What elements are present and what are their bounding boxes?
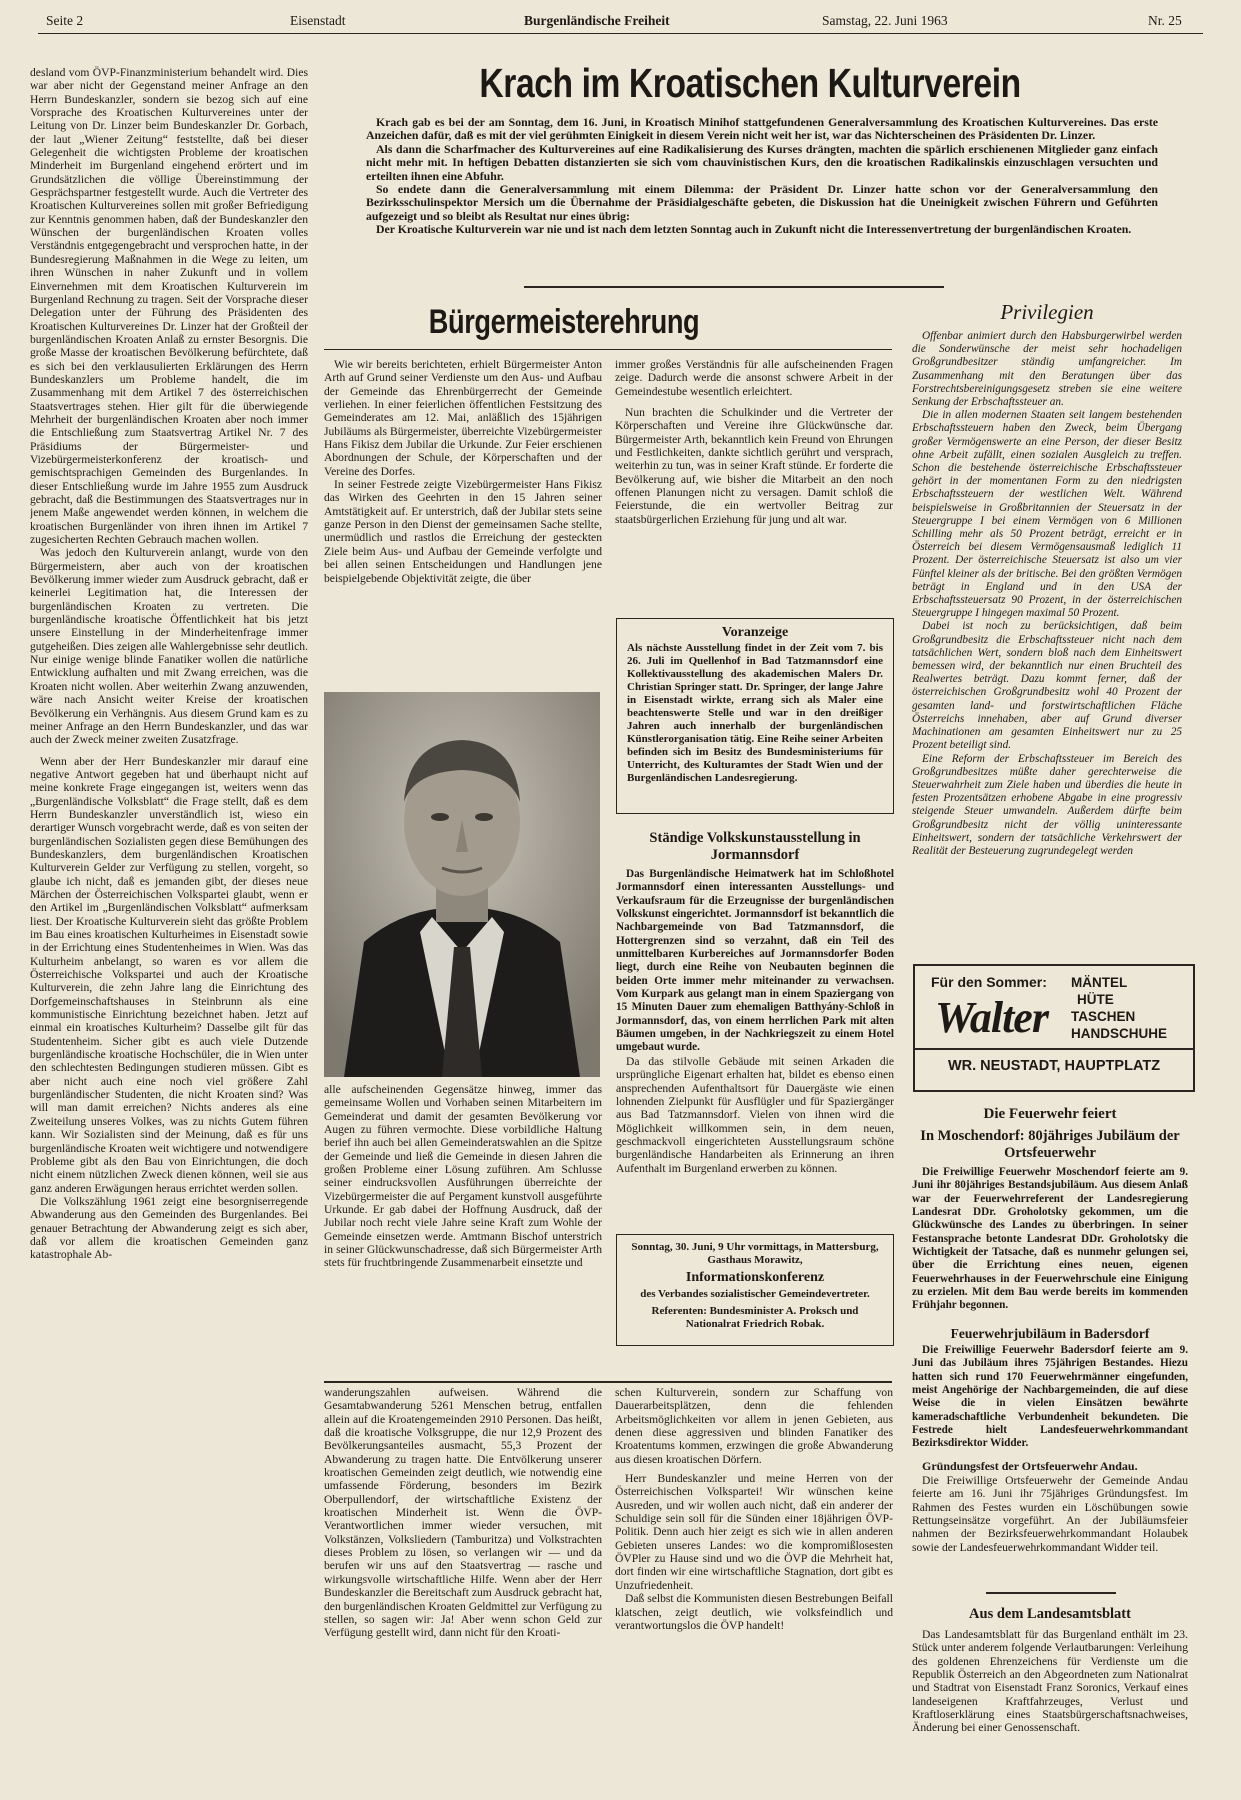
- feuerwehr-sub3: Gründungsfest der Ortsfeuerwehr Andau.: [922, 1459, 1138, 1473]
- krach-paragraph: So endete dann die Generalversammlung mit einem Dilemma: der Präsident Dr. Linzer hatte schon vor der Generalversammlung den Bezirksschulinspektor Mersich um die Übernahme der Präsidialgeschäfte gebeten, die Diskussion hat die Uneinigkeit zwischen Führern und Geführten aufgezeigt und so bleibt als Resultat nur eines übrig:: [366, 182, 1158, 223]
- bottom-paragraph: Herr Bundeskanzler und meine Herren von der Österreichischen Volkspartei! Wir wünschen keine Ausreden, und wir wollen auch nicht, daß ein anderer der Schuldige sein soll für die Sünden einer 18jährigen ÖVP-Politik. Denn auch hier zeigt es sich wie in allen anderen Gebieten unseres Landes: wo die kompromißlosesten ÖVPler zu Hause sind und wo die ÖVP die Mehrheit hat, dort finden wir eine wirtschaftliche Stagnation, dort gibt es Unzufriedenheit.: [615, 1472, 893, 1592]
- divider: [524, 286, 944, 288]
- buerger-column-3: [324, 1083, 602, 1311]
- page-header: [38, 10, 1203, 34]
- buerger-paragraph: Nun brachten die Schulkinder und die Vertreter der Körperschaften und Vereine ihre Glückwünsche dar. Bürgermeister Arth, bekanntlich kein Freund von Ehrungen und Festlichkeiten, dankte sichtlich gerührt und versprach, weiterhin zu tun, was in seiner Kraft stünde. Er forderte die Bevölkerung auf, wie bisher die Mitarbeit an den noch offenen Planungen nicht zu versagen. Damit schloß die Feierstunde, die ein wertvoller Beitrag zur staatsbürgerlichen Erziehung für jung und alt war.: [615, 406, 893, 526]
- feuerwehr-article-1: [912, 1166, 1188, 1322]
- feuerwehr-paragraph: Die Freiwillige Feuerwehr Moschendorf feierte am 9. Juni ihr 80jähriges Bestandsjubiläum. Aus diesem Anlaß war der Feuerwehrreferent der Landesregierung Landesrat DDr. Groholotsky gekommen, um die Glückwünsche des Landes zu überbringen. In seiner Festansprache betonte Landesrat DDr. Groholotsky die Wichtigkeit der Tatsache, daß es nunmehr gelungen sei, über die Errichtung eines neuen, eigenen Feuerwehrhauses in der Feuerwehrschule eine Einigung zu erzielen. Mit dem Bau werde bereits im kommenden Frühjahr begonnen.: [912, 1166, 1188, 1312]
- privilegien-article: [912, 330, 1182, 960]
- privilegien-paragraph: Die in allen modernen Staaten seit langem bestehenden Erbschaftssteuern haben den Zweck, beim Übergang großer Vermögenswerte an eine Person, der dieser Besitz ohne Arbeit zufällt, einen sozialen Ausgleich zu treffen. Schon die bestehende österreichische Erbschaftssteuer gehört in der momentanen Form zu den niedrigsten Erbschaftssteuern der westlichen Welt. Während beispielsweise in Großbritannien der Steuersatz in der Steuergruppe I bei einem Vermögen von 6 Millionen Schilling mehr als 50 Prozent beträgt, erreicht er in Österreich bei diesem Vermögensausmaß lediglich 11 Prozent. Der österreichische Steuersatz ist also um vier Fünftel kleiner als der britische. Bei den größten Vermögen beträgt in England und in den USA der Erbschaftssteuersatz 90 Prozent, in der österreichischen Steuergruppe I hingegen maximal 50 Prozent.: [912, 409, 1182, 620]
- newspaper-name: Burgenländische Freiheit: [524, 13, 670, 28]
- info-title: Informationskonferenz: [685, 1270, 825, 1285]
- left-paragraph: Was jedoch den Kulturverein anlangt, wurde von den Bürgermeistern, aber auch von der kroatischen Bevölkerung immer wieder zum Ausdruck gebracht, daß er keinerlei Legitimation hat, die Interessen der burgenländischen Kroaten zu vertreten. Die burgenländische kroatische Öffentlichkeit hat bis jetzt unsere Einstellung in der Minderheitenfrage immer gutgeheißen. Dies zeigen alle Wahlergebnisse sehr deutlich. Nur einige wenige blinde Fanatiker wollen die natürliche Entwicklung aufhalten und mit Zwang erreichen, was die Kroaten nicht wollen. Aber weiterhin Zwang anzuwenden, wäre nach Ansicht weiter Kreise der kroatischen Bevölkerung ein Verhängnis. Aus diesem Grund kam es zu meiner Anfrage an den Herrn Bundeskanzler, und das war auch der Zweck meiner zweiten Zusatzfrage.: [30, 546, 308, 747]
- portrait-photo: [324, 692, 600, 1077]
- feuerwehr-sub2: Feuerwehrjubiläum in Badersdorf: [950, 1326, 1150, 1341]
- voranzeige-text: Als nächste Ausstellung findet in der Zeit vom 7. bis 26. Juli im Quellenhof in Bad Tatzmannsdorf eine Kollektivausstellung des akademischen Malers Dr. Christian Springer statt. Dr. Springer, der lange Jahre in Eisenstadt wirkte, errang sich als Maler eine beachtenswerte Stelle und war in den dreißiger Jahren auch innerhalb der burgenländischen Künstlerorganisation tätig. Eine Reihe seiner Arbeiten befinden sich im Besitz des Bundesministeriums für Unterricht, des Kulturamtes der Stadt Wien und der Burgenländischen Landesregierung.: [627, 642, 883, 784]
- buerger-column-1: [324, 358, 602, 686]
- krach-paragraph: Als dann die Scharfmacher des Kulturvereines auf eine Radikalisierung des Kurses drängten, machten die spärlich erschienenen Mitglieder ganz einfach nicht mehr mit. In heftigen Debatten distanzierten sie sich vom chauvinistischen Kurs, den die kroatischen Radikalinskis einzuschlagen versuchten und erteilten ihnen eine Abfuhr.: [366, 141, 1158, 183]
- feuerwehr-sub1: In Moschendorf: 80jähriges Jubiläum der Ortsfeuerwehr: [920, 1128, 1180, 1161]
- info-line2: des Verbandes sozialistischer Gemeindevertreter.: [640, 1288, 870, 1300]
- bottom-paragraph: wanderungszahlen aufweisen. Während die Gesamtabwanderung 5261 Menschen betrug, entfallen allein auf die Kroatengemeinden 2910 Personen. Das heißt, daß die kroatische Volksgruppe, die nur 12,9 Prozent des Bevölkerungsanteiles ausmacht, 55,3 Prozent der Abwanderung zu tragen hatte. Die Entvölkerung unserer kroatischen Gemeinden zeigt deutlich, wie notwendig eine umfassende Förderung, besonders im Bezirk Oberpullendorf, der wirtschaftliche Existenz der kroatischen Minderheit ist. Wenn die ÖVP-Verantwortlichen immer wieder versuchen, mit Volkstänzen, Volksliedern (Tamburitza) und Volkstrachten dieses Problem zu lösen, so verlangen wir — und da berufen wir uns auf den Staatsvertrag — rasche und wirkungsvolle wirtschaftliche Hilfe. Wenn aber der Herr Bundeskanzler die Bereitschaft zum Ausdruck gebracht hat, den burgenländischen Kroaten Geldmittel zur Verfügung zu stellen, so sagen wir: Ja! Aber wenn schon Geld zur Verfügung gestellt wird, dann nicht für den Kroati-: [324, 1386, 602, 1640]
- divider: [986, 1592, 1116, 1594]
- landesamt-article: [912, 1628, 1188, 1796]
- buerger-paragraph: immer großes Verständnis für alle aufscheinenden Fragen zeige. Dadurch werde die ansonst schwere Arbeit in der Gemeindestube wesentlich erleichtert.: [615, 358, 893, 398]
- issue-number: Nr. 25: [1148, 13, 1182, 28]
- privilegien-paragraph: Dabei ist noch zu berücksichtigen, daß beim Großgrundbesitz die Erbschaftssteuer nicht nach dem tatsächlichen Wert, sondern bloß nach dem Einheitswert bemessen wird, der bekanntlich nur einen Bruchteil des Realwertes beträgt. Dazu kommt ferner, daß der österreichischen Großgrundbesitz wohl 40 Prozent der gesamten land- und forstwirtschaftlichen Fläche Österreichs innehaben, aber auf Grund diverser Machinationen am gesamten Einheitswert nur zu 25 Prozent beteiligt sind.: [912, 620, 1182, 752]
- ad-address: WR. NEUSTADT, HAUPTPLATZ: [947, 1058, 1161, 1074]
- privilegien-paragraph: Offenbar animiert durch den Habsburgerwirbel werden die Sonderwünsche der meist sehr hochadeligen Großgrundbesitzer ständig umfangreicher. Im Zusammenhang mit den Beratungen über das Forstrechtsbereinigungsgesetz streben sie eine weitere Senkung der Erbschaftssteuer an.: [912, 330, 1182, 409]
- info-line3: Referenten: Bundesminister A. Proksch und Nationalrat Friedrich Robak.: [651, 1305, 859, 1330]
- headline-buergermeisterehrung: Bürgermeisterehrung: [428, 303, 700, 341]
- page-number: Seite 2: [46, 13, 84, 28]
- buerger-paragraph: alle aufscheinenden Gegensätze hinweg, immer das gemeinsame Wollen und Vorhaben seinen Mitarbeitern im Gemeinderat und damit der gesamten Bevölkerung vor Augen zu führen vermochte. Diese vorbildliche Haltung berief ihn auch bei allen Gemeinderatswahlen an die Spitze der Gemeinde und ließ die Gemeinde in diesen Jahren die großen Probleme einer Lösung zuführen. Am Schlusse seiner eindrucksvollen Ausführungen überreichte der Vizebürgermeister die auf Pergament kunstvoll ausgeführte Urkunde. Er gab dabei der Hoffnung Ausdruck, daß der Jubilar noch recht viele Jahre seine Kraft zum Wohle der Gemeinde einsetzen werde. Amtmann Bischof unterstrich in seiner Glückwunschadresse, daß sich Bürgermeister Arth stets für fruchtbringende Zusammenarbeit einsetzte und: [324, 1083, 602, 1270]
- issue-date: Samstag, 22. Juni 1963: [822, 13, 948, 28]
- info-box: [616, 1234, 894, 1346]
- feuerwehr-paragraph: Die Freiwillige Feuerwehr Badersdorf feierte am 9. Juni das Jubiläum ihres 75jährigen Bestandes. Hiezu hatten sich rund 170 Feuerwehrmänner eingefunden, meist Angehörige der Nachbargemeinden, die auf diese Weise die in vielen Einsätzen bewährte kameradschaftliche Verbundenheit bekundeten. Die Festrede hielt Landesfeuerwehrkommandant Bezirksdirektor Widder.: [912, 1344, 1188, 1450]
- krach-paragraph: Der Kroatische Kulturverein war nie und ist nach dem letzten Sonntag auch in Zukunft nicht die Interessenvertretung der burgenländischen Kroaten.: [376, 222, 1132, 237]
- divider: [324, 1381, 892, 1383]
- bottom-column-1: [324, 1386, 602, 1800]
- landesamt-title: Aus dem Landesamtsblatt: [969, 1606, 1131, 1622]
- left-paragraph: Wenn aber der Herr Bundeskanzler mir darauf eine negative Antwort gegeben hat und überhaupt nicht auf meine konkrete Frage eingegangen ist, weiters wenn das „Burgenländische Volksblatt“ die Frage stellt, daß es dem Herrn Bundeskanzler unverständlich ist, wieso ein derartiger Wunsch vorgebracht werde, daß es von seiten der burgenländischen Sozialisten gegen diese Bemühungen des Bundeskanzlers, dem burgenländischen Kroatischen Kulturverein Gelder zur Verfügung zu stellen, vorgeht, so glaube ich nicht, daß es jemanden gibt, der dieses neue Märchen der Österreichischen Volkspartei glaubt, wenn er den Artikel im „Burgenländischen Volksblatt“ aufmerksam liest. Der Kroatische Kulturverein sieht das größte Problem im Bau eines kroatischen Kulturheimes in Eisenstadt sowie in der Errichtung eines Studentenheimes in Wien. Was das Kulturheim anbelangt, so waren es vor allem die Österreichische Volkspartei und auch der Kroatische Kulturverein, die zehn Jahre lang die Einrichtung des Dorfgemeinschaftshauses in Steinbrunn als eine kommunistische Einrichtung bezeichnet haben. Jetzt auf einmal ein kroatisches Kulturheim? Dasselbe gilt für das Studentenheim. Sicher gibt es auch viele Dutzende burgenländische kroatische Hochschüler, die in Wien unter den schlechtesten Bedingungen studieren müssen. Gibt es aber nicht auch eine noch viel größere Zahl burgenländischer Studenten, die nicht Kroaten sind? Was will man damit erreichen? Nichts anderes als eine Zweiteilung unseres Volkes, was zu nichts Gutem führen kann. Wir Sozialisten sind der Meinung, daß es für uns burgenländische Kroaten weit wichtigere und notwendigere Probleme gibt als den Bau von Einrichtungen, die doch nicht einem nützlichen Zweck dienen können, weil sie aus ganz anderen Erwägungen heraus errichtet werden sollen.: [30, 754, 308, 1195]
- buerger-column-2: [615, 358, 893, 612]
- feuerwehr-paragraph: Die Freiwillige Ortsfeuerwehr der Gemeinde Andau feierte am 16. Juni ihr 75jähriges Gründungsfest. Im Rahmen des Festes wurden ein Löschübungen sowie Rettungseinsätze vorgeführt. An der Jubiläumsfeier nahmen der Bezirksfeuerwehrkommandant Holaubek sowie der Landesfeuerwehrkommandant Widder teil.: [912, 1474, 1188, 1554]
- privilegien-title: Privilegien: [1000, 300, 1094, 324]
- walter-advertisement: [913, 964, 1195, 1092]
- place-name: Eisenstadt: [290, 13, 346, 28]
- ad-lead: Für den Sommer:: [931, 974, 1047, 990]
- divider: [324, 349, 892, 350]
- headline-krach: Krach im Kroatischen Kulturverein: [479, 60, 1021, 106]
- feuerwehr-title: Die Feuerwehr feiert: [983, 1106, 1117, 1122]
- buerger-paragraph: Wie wir bereits berichteten, erhielt Bürgermeister Anton Arth auf Grund seiner Verdienste um den Aus- und Aufbau der Gemeinde das Ehrenbürgerrecht der Gemeinde verliehen. In einer feierlichen öffentlichen Festsitzung des Gemeinderates am 12. Mai, anläßlich des 15jährigen Jubiläums als Bürgermeister, überreichte Vizebürgermeister Hans Fikisz dem Jubilar die Urkunde. Zur Feier erschienen Abordnungen der Schule, der Körperschaften und der Vereine des Dorfes.: [324, 358, 602, 478]
- voranzeige-title: Voranzeige: [721, 625, 789, 640]
- left-paragraph: desland vom ÖVP-Finanzministerium behandelt wird. Dies war aber nicht der Gegenstand meiner Anfrage an den Herrn Bundeskanzler, sondern sie bezog sich auf eine Vorsprache des Kroatischen Kulturvereines unter der Leitung von Dr. Linzer beim Bundeskanzler Dr. Gorbach, der laut „Wiener Zeitung“ feststellte, daß bei dieser Gelegenheit die wichtigsten Probleme der kroatischen Minderheit im Burgenland eingehend erörtert und im Grundsätzlichen die völlige Übereinstimmung der Gesprächspartner festgestellt wurde. Auch die Vertreter des Kroatischen Kulturvereines sollen mit großer Befriedigung zur Kenntnis genommen haben, daß der Bundeskanzler den Wünschen der burgenländischen Kroaten volles Verständnis entgegengebracht und versprochen hatte, in der Bundesregierung Maßnahmen in die Wege zu leiten, um ihren Wünschen in naher Zukunft und in vollem Einvernehmen mit dem Kroatischen Kulturverein im Burgenland Rechnung zu tragen. Seit der Vorsprache dieser Delegation unter der Führung des Präsidenten des Kroatischen Kulturvereines Dr. Linzer hat der Großteil der burgenländischen Kroaten Anlaß zu ernster Besorgnis. Die große Masse der kroatischen Bevölkerung befürchtete, daß es sich bei den verklausulierten Erklärungen des Herrn Bundeskanzlers um Probleme handelt, die im Zusammenhang mit dem Artikel 7 des österreichischen Staatsvertrages stehen. Hier gilt für die überwiegende Mehrheit der burgenländischen Kroaten aber noch immer die Entschließung zum Staatsvertrag Artikel Nr. 7 des Präsidiums der Bürgermeister- und Vizebürgermeisterkonferenz der kroatisch- und gemischtsprachigen Gemeinden des Burgenlandes. In dieser Entschließung wurde im Jahre 1955 zum Ausdruck gebracht, daß die Bestimmungen des Staatsvertrages nur in jenem Maße angewendet werden können, in welchem die kroatischen Burgenländer von ihren ihnen im Artikel 7 zugesicherten Rechten Gebrauch machen wollen.: [30, 66, 308, 547]
- volkskunst-paragraph: Da das stilvolle Gebäude mit seinen Arkaden die ursprüngliche Eigenart erhalten hat, bildet es ebenso einen ansprechenden Aufenthaltsort für Dauergäste wie einen lohnenden Zielpunkt für Ausflügler und für Spaziergänger aus Bad Tatzmannsdorf. Vielen von ihnen wird die Möglichkeit willkommen sein, in dem neuen, geschmackvoll eingerichteten Ausstellungsraum schöne burgenländische Handarbeiten als Erinnerung an ihren Aufenthalt im Burgenland erwerben zu können.: [616, 1054, 894, 1175]
- voranzeige-box: [616, 618, 894, 814]
- bottom-paragraph: Daß selbst die Kommunisten diesen Bestrebungen Beifall klatschen, zeigt deutlich, wie volksfeindlich und verantwortungslos die ÖVP handelt!: [615, 1592, 893, 1632]
- buerger-paragraph: In seiner Festrede zeigte Vizebürgermeister Hans Fikisz das Wirken des Geehrten in den 15 Jahren seiner Amtstätigkeit auf. Er unterstrich, daß der Jubilar stets seine ganze Person in den Dienst der gemeinsamen Sache stellte, unermüdlich und rastlos die Erreichung der gesteckten Ziele beim Aus- und Aufbau der Gemeinde verfolgte und bei allen seinen Entscheidungen und Handlungen jene beispielgebende Objektivität zeigte, die über: [324, 478, 602, 585]
- krach-article: [366, 116, 1158, 280]
- feuerwehr-article-3: [912, 1474, 1188, 1588]
- left-column-article: [30, 66, 308, 1800]
- privilegien-paragraph: Eine Reform der Erbschaftssteuer im Bereich des Großgrundbesitzes müßte daher gerechterweise die Steuerwahrheit zum Ziele haben und überdies die heute in festen Prozentsätzen erhobene Abgabe in eine progressiv steigende Steuer umwandeln. Außerdem dürfte beim Großgrundbesitz nicht der völlig uninteressante Einheitswert, sondern der tatsächliche Verkehrswert der Realität der Besteuerung zugrundegelegt werden: [912, 752, 1182, 857]
- volkskunst-title: Ständige Volkskunstausstellung in Jormannsdorf: [649, 830, 861, 863]
- bottom-paragraph: schen Kulturverein, sondern zur Schaffung von Dauerarbeitsplätzen, denn die fehlenden Arbeitsmöglichkeiten vor allem in jenen Gebieten, aus denen diese aggressiven und blinden Fanatiker des Kroatentums kommen, erzwingen die große Abwanderung aus diesen kroatischen Dörfern.: [615, 1386, 893, 1466]
- ad-item: HÜTE: [1077, 992, 1114, 1007]
- left-paragraph: Die Volkszählung 1961 zeigt eine besorgniserregende Abwanderung aus den Gemeinden des Burgenlandes. Bei genauer Betrachtung der Abwanderung zeigt es sich aber, daß vor allem die kroatischen Gemeinden ganz katastrophale Ab-: [30, 1194, 308, 1262]
- info-line1: Sonntag, 30. Juni, 9 Uhr vormittags, in Mattersburg, Gasthaus Morawitz,: [631, 1241, 879, 1266]
- landesamt-paragraph: Das Landesamtsblatt für das Burgenland enthält im 23. Stück unter anderem folgende Verlautbarungen: Verleihung des goldenen Ehrenzeichens für Verdienste um die Republik Österreich an den Abgeordneten zum Nationalrat und Stadtrat von Eisenstadt Franz Soronics, Verkauf eines landeseigenen Kraftfahrzeuges, Verlust und Kraftloserklärung eines Staatsbürgerschaftsnachweises, Änderung bei einer Genossenschaft.: [912, 1628, 1188, 1735]
- volkskunst-paragraph: Das Burgenländische Heimatwerk hat im Schloßhotel Jormannsdorf einen interessanten Ausstellungs- und Verkaufsraum für die Erzeugnisse der burgenländischen Volkskunst eingerichtet. Jormannsdorf ist bekanntlich die Nachbargemeinde von Bad Tatzmannsdorf, die Hottergrenzen sind so verzahnt, daß ein Teil des unmittelbaren Kurbereiches auf Jormannsdorfer Boden liegt, durch eine Reihe von Neubauten beginnen die beiden Orte immer mehr miteinander zu verwachsen. Vom Kurpark aus gelangt man in einem Spaziergang von 15 Minuten Dauer zum ehemaligen Batthyány-Schloß in Jormannsdorf, das, von einem herrlichen Park mit alten Bäumen umgeben, in der Nachkriegszeit zu einem Hotel umgebaut wurde.: [616, 868, 894, 1054]
- bottom-column-2: [615, 1386, 893, 1800]
- ad-item: HANDSCHUHE: [1071, 1026, 1168, 1041]
- volkskunst-article: [616, 868, 894, 1250]
- ad-brand: Walter: [935, 993, 1048, 1042]
- ad-item: TASCHEN: [1071, 1009, 1136, 1024]
- feuerwehr-article-2: [912, 1344, 1188, 1450]
- krach-paragraph: Krach gab es bei der am Sonntag, dem 16. Juni, in Kroatisch Minihof stattgefundenen Generalversammlung des Kroatischen Kulturvereines. Das erste Anzeichen dafür, daß es mit der viel gerühmten Einigkeit in diesem Verein nicht weit her ist, war das Nichterscheinen des Präsidenten Dr. Linzer.: [366, 116, 1158, 143]
- ad-item: MÄNTEL: [1071, 975, 1128, 990]
